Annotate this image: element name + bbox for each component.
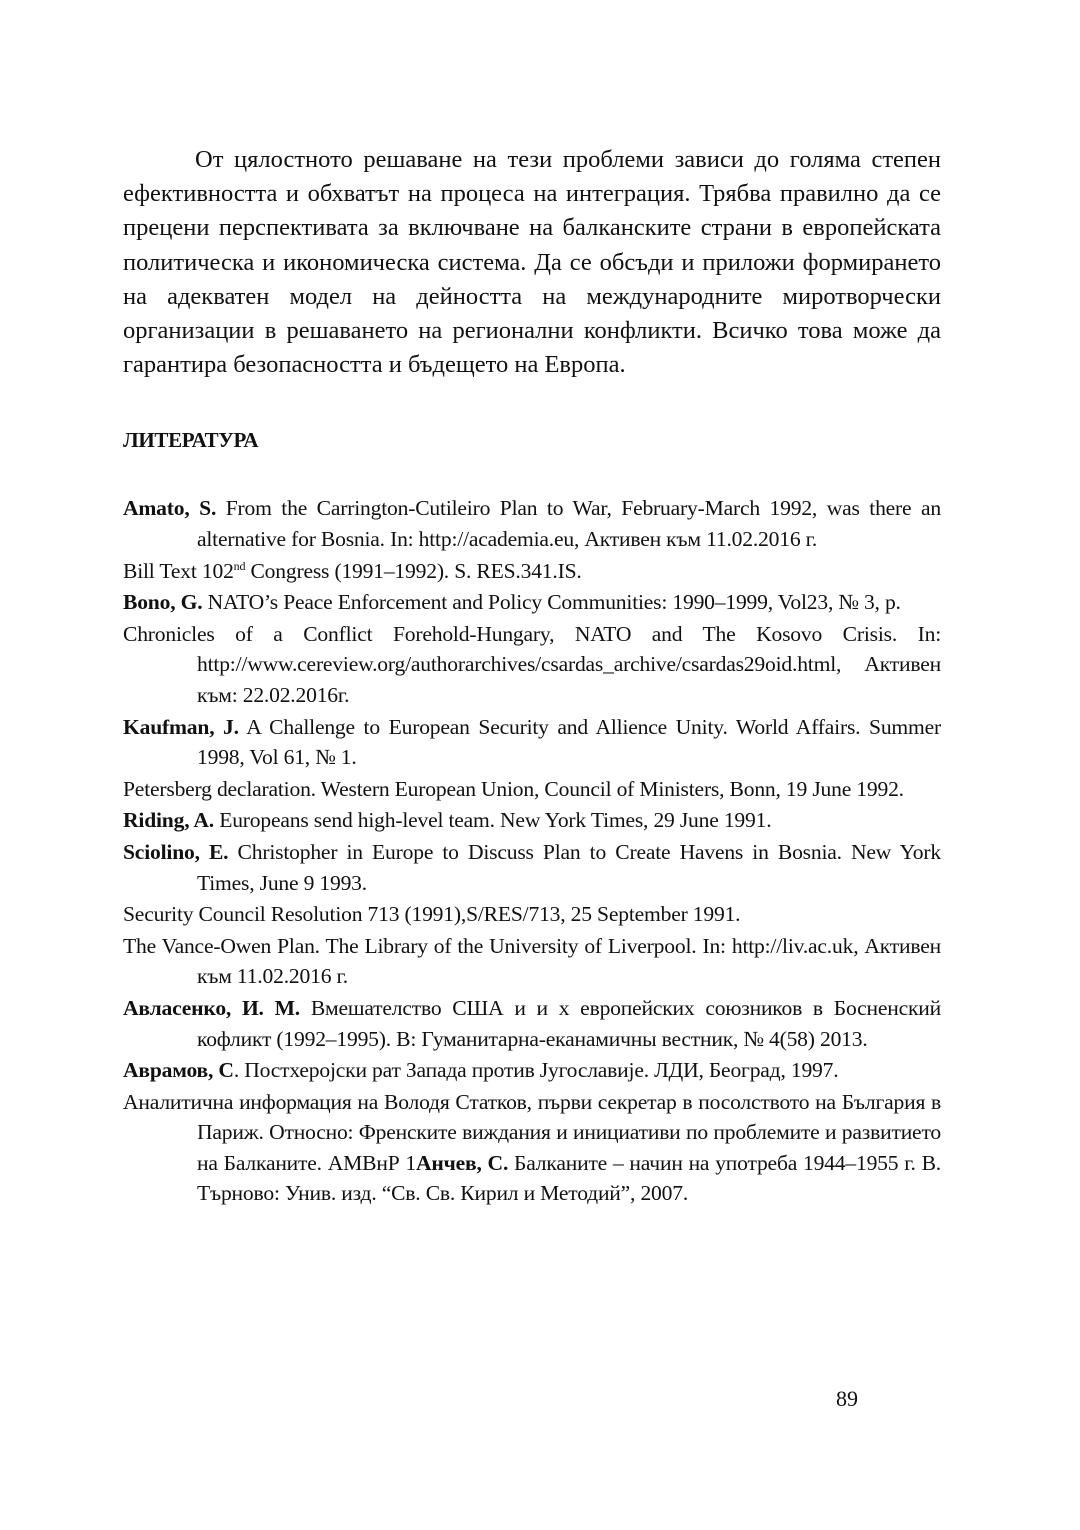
reference-item [123, 587, 941, 618]
reference-item [123, 837, 941, 898]
reference-item [123, 931, 941, 992]
references-heading: ЛИТЕРАТУРА [123, 428, 259, 453]
page-number: 89 [836, 1386, 858, 1411]
reference-text: Security Council Resolution 713 (1991),S/RES/713, 25 September 1991. [123, 902, 741, 927]
reference-text: Christopher in Europe to Discuss Plan to Create Havens in Bosnia. New York Times, June 9 1993. [197, 839, 941, 895]
reference-text: The Vance-Owen Plan. The Library of the University of Liverpool. In: http://liv.ac.uk, Активен към 11.02.2016 г. [123, 933, 941, 989]
reference-author: Авласенко, И. М. [123, 995, 300, 1020]
reference-author: Анчев, С. [416, 1150, 509, 1175]
reference-author: Riding, A. [123, 808, 215, 833]
reference-item [123, 619, 941, 711]
reference-item [123, 993, 941, 1054]
body-paragraph: От цялостното решаване на тези проблеми зависи до голяма степен ефективността и обхватът на процеса на интеграция. Трябва правилно да се прецени перспективата за включване на балканските страни в европейската политическа и икономическа система. Да се обсъди и приложи формирането на адекватен модел на дейността на международните миротворчески организации в решаването на регионални конфликти. Всичко това може да гарантира безопасността и бъдещето на Европа. [123, 146, 941, 379]
reference-text: Chronicles of a Conflict Forehold-Hungary, NATO and The Kosovo Crisis. In: http://www.cereview.org/authorarchives/csardas_archive/csardas29oid.html, Активен към: 22.02.2016г. [123, 621, 941, 707]
reference-text: Petersberg declaration. Western European Union, Council of Ministers, Bonn, 19 June 1992. [123, 776, 904, 801]
reference-item [123, 774, 941, 805]
reference-author: Kaufman, J. [123, 714, 239, 739]
reference-author: Аврамов, С [123, 1058, 234, 1083]
reference-text: Балканите – начин на употреба 1944–1955 г. В. Търново: Унив. изд. “Св. Св. Кирил и Методий”, 2007. [197, 1150, 941, 1206]
reference-text: Congress (1991–1992). S. RES.341.IS. [245, 558, 582, 583]
reference-author: Bono, G. [123, 590, 203, 615]
reference-text: Europeans send high-level team. New York Times, 29 June 1991. [214, 808, 772, 833]
page-content [123, 143, 941, 1210]
reference-author: Sciolino, E. [123, 839, 229, 864]
reference-text: Аналитична информация на Володя Статков, първи секретар в посолството на България в Париж. Относно: Френските виждания и инициативи по проблемите и развитието на Балканите. АМВнР 1 [123, 1089, 941, 1175]
reference-text: Bill Text 102 [123, 558, 234, 583]
reference-item [123, 805, 941, 836]
reference-item [123, 712, 941, 773]
reference-item [123, 556, 941, 587]
reference-superscript: nd [233, 558, 246, 573]
reference-item [123, 1055, 941, 1086]
reference-text: A Challenge to European Security and Allience Unity. World Affairs. Summer 1998, Vol 61, № 1. [197, 714, 941, 770]
reference-item [123, 493, 941, 554]
reference-text: NATO’s Peace Enforcement and Policy Communities: 1990–1999, Vol23, № 3, p. [202, 590, 901, 615]
reference-text: . Постхеројски рат Запада против Југославије. ЛДИ, Београд, 1997. [233, 1058, 839, 1083]
reference-text: Вмешателство США и и х европейских союзников в Босненский кофликт (1992–1995). В: Гуманитарна-еканамичны вестник, № 4(58) 2013. [197, 995, 941, 1051]
reference-author: Amato, S. [123, 496, 217, 521]
reference-list [123, 493, 941, 1209]
reference-item [123, 899, 941, 930]
reference-text: From the Carrington-Cutileiro Plan to War, February-March 1992, was there an alternative for Bosnia. In: http://academia.eu, Активен към 11.02.2016 г. [197, 496, 941, 552]
reference-item [123, 1087, 941, 1209]
